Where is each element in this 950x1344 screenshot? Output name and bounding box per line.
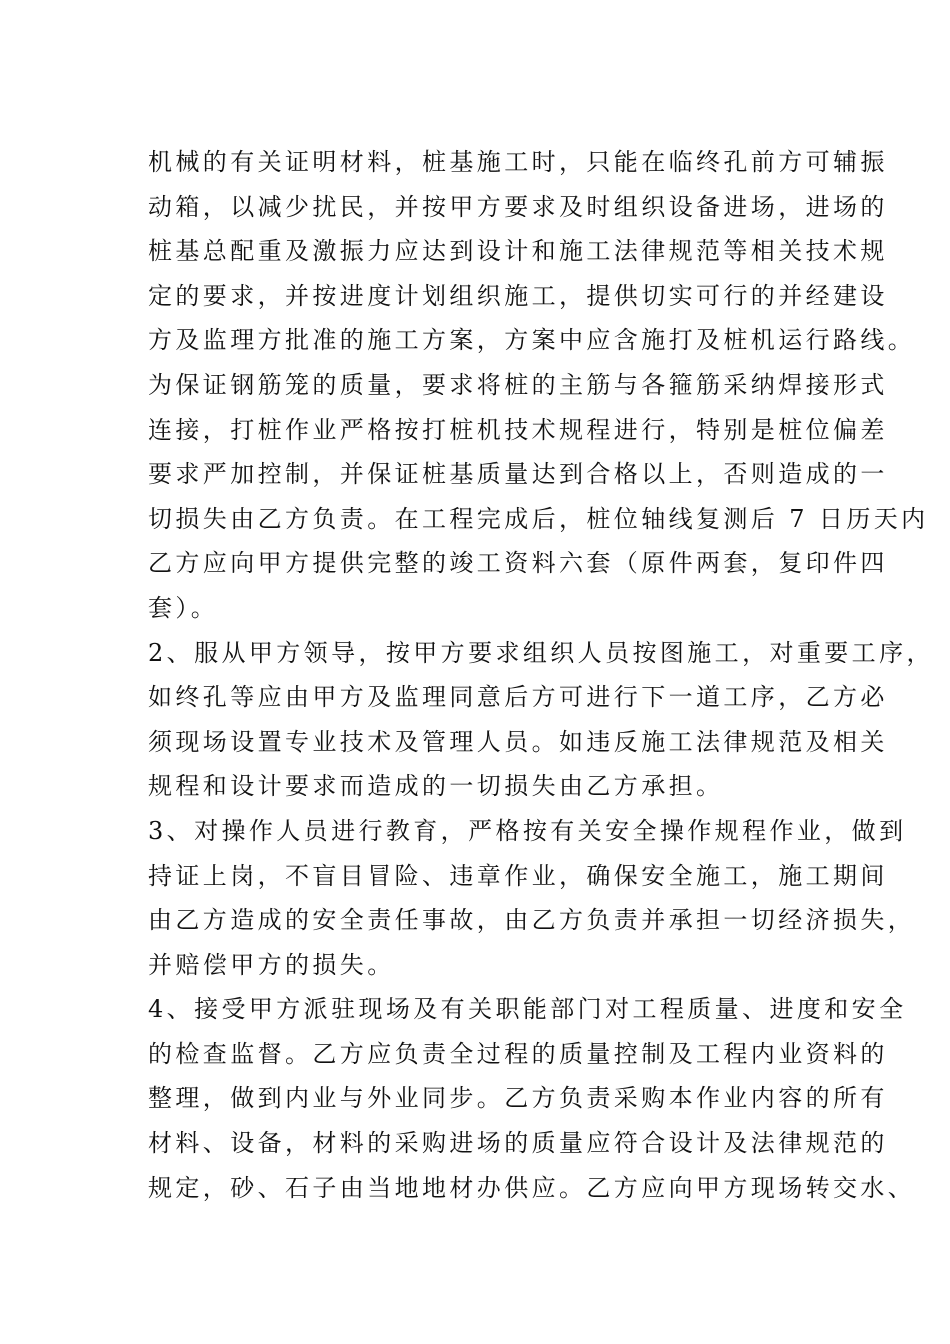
text-line: 动箱，以减少扰民，并按甲方要求及时组织设备进场，进场的 — [148, 192, 888, 221]
text-line: 的检查监督。乙方应负责全过程的质量控制及工程内业资料的 — [148, 1039, 888, 1068]
text-line: 规程和设计要求而造成的一切损失由乙方承担。 — [148, 772, 724, 801]
text-line: 如终孔等应由甲方及监理同意后方可进行下一道工序，乙方必 — [148, 683, 888, 712]
text-line: 要求严加控制，并保证桩基质量达到合格以上，否则造成的一 — [148, 460, 888, 489]
text-line: 连接，打桩作业严格按打桩机技术规程进行，特别是桩位偏差 — [148, 415, 888, 444]
text-line: 持证上岗，不盲目冒险、违章作业，确保安全施工，施工期间 — [148, 861, 888, 890]
text-line: 4、接受甲方派驻现场及有关职能部门对工程质量、进度和安全 — [148, 995, 907, 1024]
text-line: 材料、设备，材料的采购进场的质量应符合设计及法律规范的 — [148, 1129, 888, 1158]
text-line: 并赔偿甲方的损失。 — [148, 950, 395, 979]
text-line: 为保证钢筋笼的质量，要求将桩的主筋与各箍筋采纳焊接形式 — [148, 370, 888, 399]
text-line: 乙方应向甲方提供完整的竣工资料六套（原件两套，复印件四 — [148, 549, 888, 578]
text-line: 套）。 — [148, 593, 219, 622]
text-line: 3、对操作人员进行教育，严格按有关安全操作规程作业，做到 — [148, 816, 907, 845]
text-line: 2、服从甲方领导，按甲方要求组织人员按图施工，对重要工序， — [148, 638, 934, 667]
text-line: 规定，砂、石子由当地地材办供应。乙方应向甲方现场转交水、 — [148, 1173, 916, 1202]
text-line: 由乙方造成的安全责任事故，由乙方负责并承担一切经济损失， — [148, 906, 916, 935]
contract-text-body — [148, 140, 934, 1210]
text-line: 定的要求，并按进度计划组织施工，提供切实可行的并经建设 — [148, 281, 888, 310]
text-line: 须现场设置专业技术及管理人员。如违反施工法律规范及相关 — [148, 727, 888, 756]
text-line: 机械的有关证明材料，桩基施工时，只能在临终孔前方可辅振 — [148, 148, 888, 176]
text-line: 方及监理方批准的施工方案，方案中应含施打及桩机运行路线。 — [148, 326, 916, 355]
text-line: 切损失由乙方负责。在工程完成后，桩位轴线复测后 7 日历天内 — [148, 504, 929, 533]
text-line: 整理，做到内业与外业同步。乙方负责采购本作业内容的所有 — [148, 1084, 888, 1113]
text-line: 桩基总配重及激振力应达到设计和施工法律规范等相关技术规 — [148, 237, 888, 266]
